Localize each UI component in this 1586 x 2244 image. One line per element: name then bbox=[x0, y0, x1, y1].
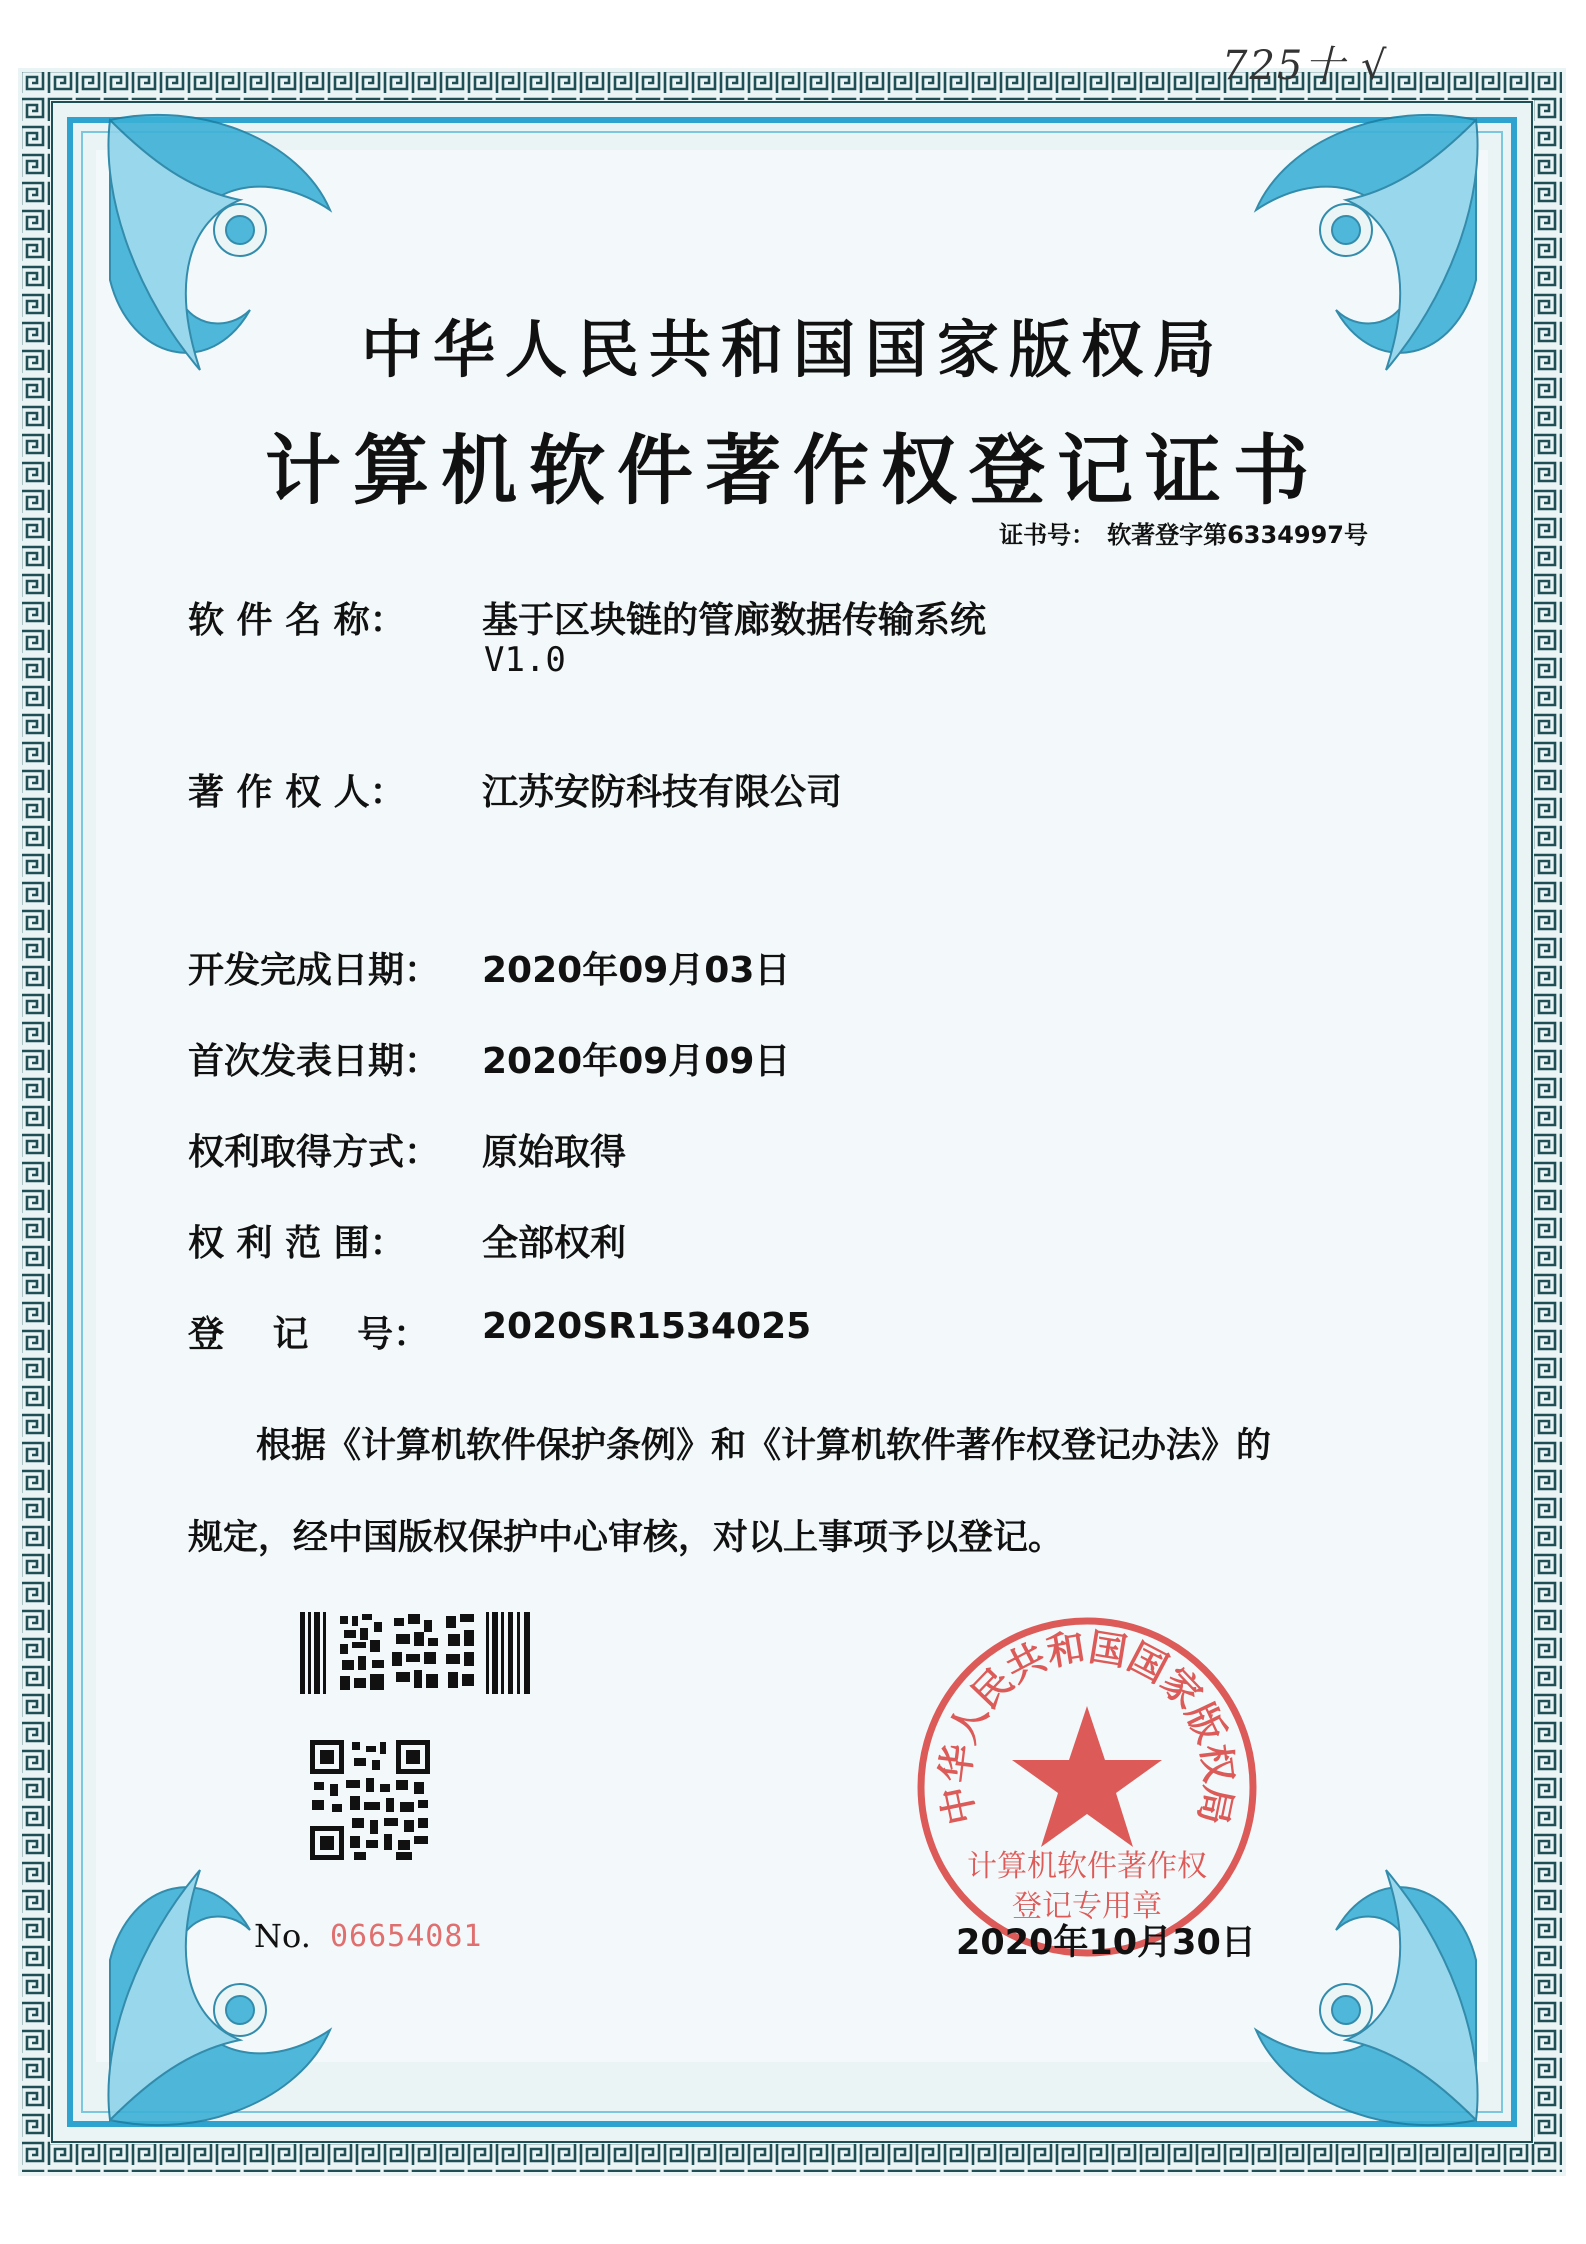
copyright-owner-label: 著 作 权 人： bbox=[188, 772, 406, 813]
rights-scope-label: 权 利 范 围： bbox=[188, 1223, 406, 1264]
seal-star-icon bbox=[1012, 1706, 1162, 1847]
publication-date-value: 2020年09月09日 bbox=[482, 1041, 791, 1082]
copyright-owner-value: 江苏安防科技有限公司 bbox=[482, 772, 843, 813]
seal-line-1: 计算机软件著作权 bbox=[967, 1849, 1207, 1884]
software-version: V1.0 bbox=[484, 640, 566, 680]
statement-line-1: 根据《计算机软件保护条例》和《计算机软件著作权登记办法》的 bbox=[256, 1426, 1272, 1466]
registration-number-value: 2020SR1534025 bbox=[482, 1306, 812, 1347]
barcode bbox=[300, 1612, 532, 1694]
serial-number: 06654081 bbox=[330, 1919, 483, 1954]
software-name-label: 软 件 名 称： bbox=[188, 600, 406, 641]
seal-arc-text: 中华人民共和国国家版权局 bbox=[932, 1624, 1242, 1829]
serial-prefix: No. bbox=[254, 1917, 311, 1955]
software-name-value: 基于区块链的管廊数据传输系统 bbox=[482, 600, 987, 641]
statement-line-2: 规定，经中国版权保护中心审核，对以上事项予以登记。 bbox=[188, 1518, 1064, 1558]
corner-ornaments bbox=[70, 80, 1516, 2160]
official-seal bbox=[914, 1614, 1260, 1960]
registration-number-label: 登 记 号： bbox=[188, 1314, 430, 1355]
rights-scope-value: 全部权利 bbox=[482, 1223, 627, 1264]
seal-line-2: 登记专用章 bbox=[1012, 1889, 1162, 1924]
acquisition-method-value: 原始取得 bbox=[482, 1132, 627, 1173]
issuer-heading: 中华人民共和国国家版权局 bbox=[360, 313, 1225, 386]
handwritten-note: 725十 √ bbox=[1222, 43, 1389, 89]
ornament-bottom-left bbox=[108, 1870, 330, 2125]
certificate-number: 证书号： 软著登字第6334997号 bbox=[999, 521, 1368, 549]
development-date-label: 开发完成日期： bbox=[188, 950, 441, 991]
qr-code bbox=[310, 1740, 430, 1860]
acquisition-method-label: 权利取得方式： bbox=[188, 1132, 441, 1173]
ornament-bottom-right bbox=[1256, 1870, 1478, 2125]
certificate-title: 计算机软件著作权登记证书 bbox=[265, 426, 1321, 515]
publication-date-label: 首次发表日期： bbox=[188, 1041, 441, 1082]
issue-date: 2020年10月30日 bbox=[956, 1923, 1256, 1963]
development-date-value: 2020年09月03日 bbox=[482, 950, 791, 991]
